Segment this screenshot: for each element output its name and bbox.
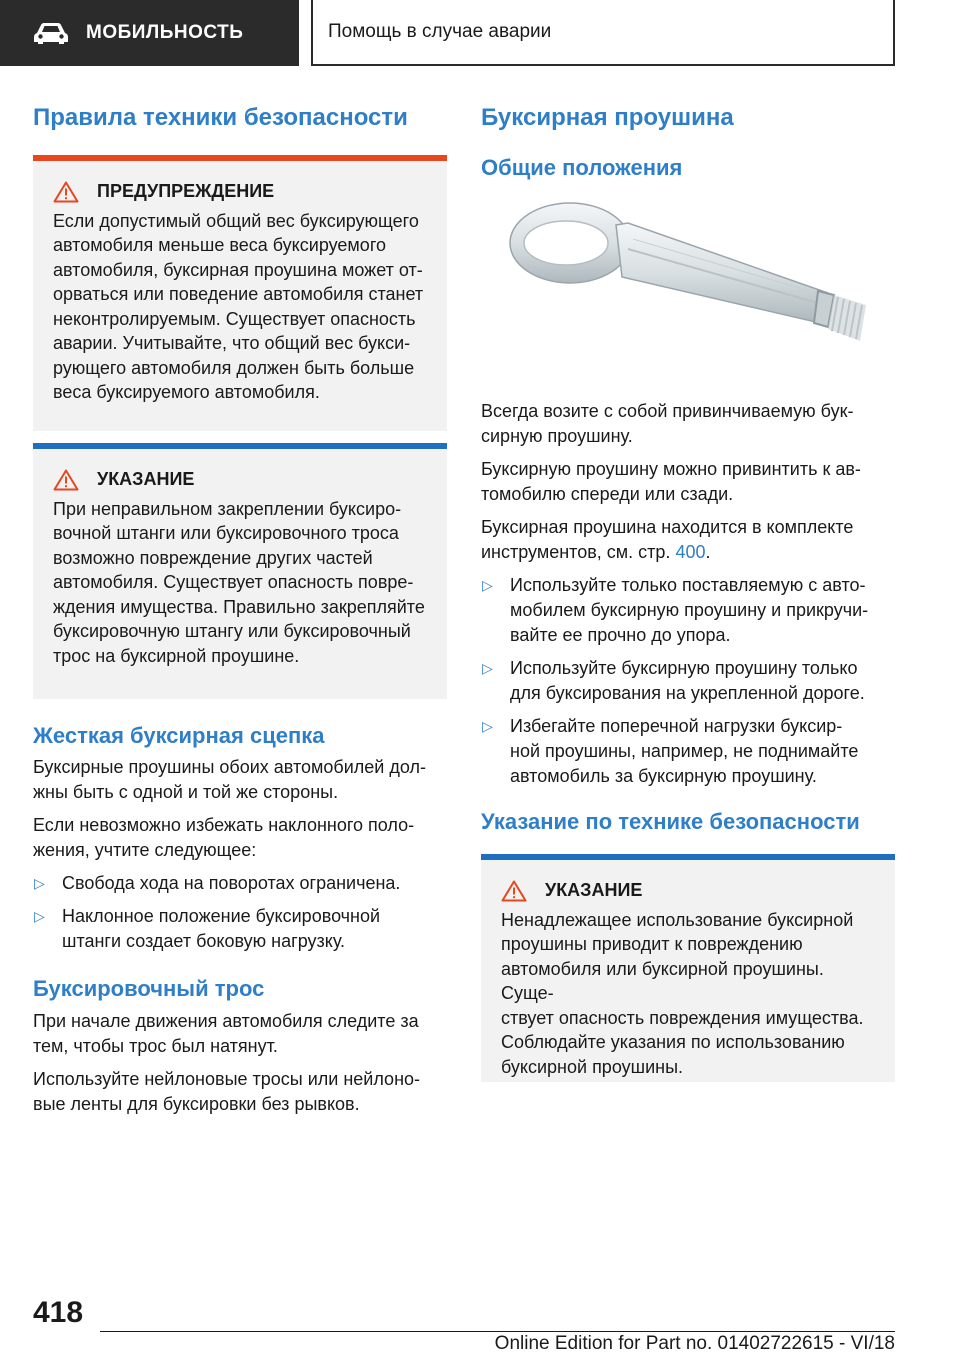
warning-box [33, 161, 447, 431]
car-icon [32, 21, 70, 45]
list-item: ▷ Используйте только поставляемую с авто- мобилем буксирную проушину и прикручи- вайте ее прочно до упора. [482, 575, 869, 646]
tow-eye-title: Буксирная проушина [481, 104, 734, 131]
rigid-coupling-title: Жесткая буксирная сцепка [33, 722, 325, 748]
triangle-bullet-icon: ▷ [34, 908, 45, 925]
warning-icon [501, 880, 527, 902]
list-item: ▷ Свобода хода на поворотах ограничена. [33, 871, 447, 896]
warning-heading: ПРЕДУПРЕЖДЕНИЕ [97, 181, 275, 202]
chapter-label: Помощь в случае аварии [328, 21, 552, 42]
notice-text: При неправильном закреплении буксиро- вочной штанги или буксировочного троса возможно повреждение других частей автомобиля. Существует опасность повре- ждения имущества. Правильно закрепляйте буксировочную штангу или буксировочный трос на буксирной проушине. [53, 498, 425, 666]
triangle-bullet-icon: ▷ [482, 660, 493, 677]
notice-heading: УКАЗАНИЕ [545, 880, 643, 901]
tow-eye-paragraph-2: Буксирную проушину можно привинтить к ав- томобилю спереди или сзади. [481, 459, 861, 505]
notice-heading: УКАЗАНИЕ [97, 469, 195, 490]
footer-divider [100, 1331, 895, 1332]
chapter-tab[interactable] [311, 0, 895, 66]
list-item: ▷ Используйте буксирную проушину только для буксирования на укрепленной дороге. [482, 658, 865, 704]
notice-box [33, 449, 447, 699]
page-link[interactable]: 400 [675, 542, 706, 563]
notice-box [481, 860, 895, 1082]
rope-paragraph-2: Используйте нейлоновые тросы или нейлоно- вые ленты для буксировки без рывков. [33, 1068, 421, 1114]
triangle-bullet-icon: ▷ [482, 718, 493, 735]
triangle-bullet-icon: ▷ [34, 875, 45, 892]
safety-note-title: Указание по технике безопасности [481, 809, 860, 835]
page-number: 418 [33, 1296, 84, 1329]
tow-eye-image [488, 181, 888, 381]
triangle-bullet-icon: ▷ [482, 577, 493, 594]
warning-text: Если допустимый общий вес буксирующего автомобиля меньше веса буксируемого автомобиля, буксирная проушина может от- орваться или поведение автомобиля станет неконтролируемым. Существует опасность аварии. Учитывайте, что общий вес букси- рующего автомобиля должен быть больше веса буксируемого автомобиля. [53, 210, 424, 403]
tow-eye-paragraph-1: Всегда возите с собой привинчиваемую бук- сирную проушину. [481, 401, 854, 447]
rope-paragraph-1: При начале движения автомобиля следите за тем, чтобы трос был натянут. [33, 1010, 419, 1056]
section-label: МОБИЛЬНОСТЬ [86, 22, 244, 43]
list-item: ▷ Избегайте поперечной нагрузки буксир- ной проушины, например, не поднимайте автомобиль за буксирную проушину. [482, 716, 859, 787]
left-column [33, 100, 447, 1117]
page-header [0, 0, 960, 66]
rigid-paragraph-2: Если невозможно избежать наклонного поло- жения, учтите следующее: [33, 815, 415, 861]
safety-rules-title: Правила техники безопасности [33, 104, 408, 131]
list-item: ▷ Наклонное положение буксировочной штанги создает боковую нагрузку. [34, 906, 381, 952]
rigid-list [33, 871, 447, 954]
section-tab[interactable] [0, 0, 299, 66]
tow-eye-list [481, 573, 895, 789]
rigid-paragraph-1: Буксирные проушины обоих автомобилей дол- жны быть с одной и той же стороны. [33, 757, 426, 803]
tow-rope-title: Буксировочный трос [33, 976, 265, 1002]
warning-icon [53, 469, 79, 491]
edition-label: Online Edition for Part no. 01402722615 - VI/18 [494, 1333, 895, 1354]
notice-text: Ненадлежащее использование буксирной проушины приводит к повреждению автомобиля или буксирной проушины. Суще- ствует опасность повреждения имущества. Соблюдайте указания по использованию буксирной проушины. [501, 909, 864, 1077]
general-provisions-title: Общие положения [481, 154, 683, 180]
tow-eye-paragraph-3: Буксирная проушина находится в комплекте инструментов, см. стр. 400. [481, 517, 854, 563]
warning-icon [53, 181, 79, 203]
right-column [481, 100, 895, 1082]
